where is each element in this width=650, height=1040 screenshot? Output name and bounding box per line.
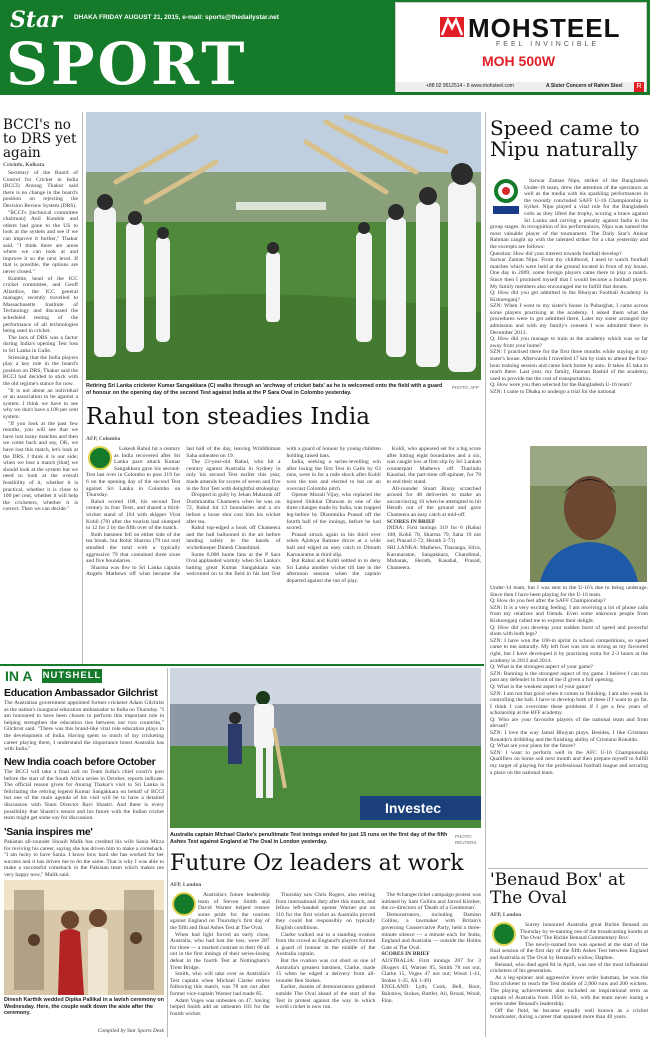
brand-sport: SPORT (6, 30, 248, 98)
column-divider (167, 668, 168, 1037)
nipu-qa: SZN: I want to perform well in the AFC U-16 Championship Qualifiers on home soil next month and then prepare myself to fulfill my target of playing for the professional football league and securing a place on the national team. (490, 749, 648, 776)
oz-paragraph: Adam Voges was unbeaten on 47, having helped Smith add an unbeaten 103 for the fourth wicket. (170, 997, 270, 1017)
nutshell-item-title: New India coach before October (4, 756, 156, 768)
rahul-headline: Rahul ton steadies India (86, 404, 370, 430)
wedding-caption: Dinesh Karthik wedded Dipika Pallikal in a lavish ceremony on Wednesday. Here, the couple walk down the aisle after the ceremony. (4, 997, 164, 1016)
nipu-qa: SZN: It is a very exciting feeling. I am receiving a lot of phone calls from my relatives and friends. Even some unknown people from Kishoreganj called me to express their delight. (490, 604, 648, 624)
clarke-photo-art (170, 668, 481, 828)
nipu-qa: Sarwar Zaman Nipu: From my childhood, I used to watch football matches which were held at the ground located in front of my house. One day in 2009, some foreign players came there to play a match. Since then I promised myself that I would become a football player. My family members also encouraged me to fulfill that dream. (490, 257, 648, 290)
rahul-paragraph: India, seeking a series-levelling win after losing the first Test in Galle by 63 runs, were in for a rude shock after Kohli won the toss and elected to bat on an overcast Colombo pitch. (286, 459, 381, 492)
rahul-paragraph: Sharma was lbw to Sri Lanka captain Angelo Mathews off what became the last ball of the day, leaving Wriddhiman Saha unbeaten on 19. (86, 446, 281, 578)
benaud-headline: 'Benaud Box' at The Oval (490, 870, 625, 908)
advert-tagline: FEEL INVINCIBLE (496, 41, 600, 48)
nipu-qa: SZN: I am not that good when it comes to finishing. I am also weak in controlling the ball. I have to develop both of these if I want to go far. I think I can overcome these problems if I get a few years of scholarship at the BFF academy. (490, 690, 648, 717)
advert-model: MOH 500W (482, 53, 556, 69)
benaud-body (490, 922, 648, 1038)
nipu-body-bottom (490, 585, 648, 865)
nipu-headline: Speed came to Nipu naturally (490, 116, 640, 161)
sangakkara-caption: Retiring Sri Lanka cricketer Kumar Sangakkara (C) walks through an 'archway of cricket bats' as he is welcomed onto the field with a guard of honour on the opening day of the second Test against India at the P Sara Oval in Colombo yesterday. (86, 383, 443, 396)
rahul-paragraph: Both batsmen fell on either side of the tea break, but Rohit Sharma (79 not out) steadied the total with a typically aggressive 79 that contained three sixes and five boundaries. (86, 531, 181, 565)
nipu-qa: SZN: I love the way Jamal Bhuyan plays. Besides, I like Cristiano Ronaldo's dribbling and the finishing ability of Cristiano Ronaldo. (490, 730, 648, 743)
rahul-paragraph: All-rounder Stuart Binny scratched around for 48 deliveries to make an unconvincing 10 when he attempted to hit Herath out of the ground and gave Chameera an easy catch at mid-off. (386, 485, 481, 518)
rahul-paragraph: But Rahul and Kohli settled in to deny Sri Lanka another wicket till late in the afternoon session when the captain departed against the run of play. (286, 558, 381, 584)
nipu-qa: Q: How do you feel after the SAFF Championship? (490, 598, 606, 605)
rahul-paragraph: Opener Murali Vijay, who replaced the injured Shikhar Dhawan in one of the three changes made by India, was trapped leg-before by Dhammika Prasad off the fourth ball of the innings, before he had scored. (286, 492, 381, 532)
icon-spacer (86, 446, 114, 472)
rahul-paragraph: Rahul scored 108, his second Test century in four Tests, and shared a third-wicket stand of 164 with skipper Virat Kohli (78) after the tourists had slumped to 12 for 2 by the fifth over of the match. (86, 498, 181, 532)
nutshell-item-title: Education Ambassador Gilchrist (4, 687, 158, 699)
mohsteel-logo-icon (440, 17, 464, 37)
advert-mark: R (634, 82, 644, 92)
nipu-qa: Q: What is the weakest aspect of your game? (490, 683, 591, 690)
bcci-byline: Cricinfo, Kolkata (3, 162, 45, 168)
oz-scores-line: AUSTRALIA: First innings 287 for 3 (Rogers 43, Warner 85, Smith 78 not out, Clarke 15, Voges 47 not out; Wood 1-41, Stokes 1-35, Ali 1-49) (381, 957, 481, 984)
bcci-paragraph: "If you look at the past few months, you will see that we have lost many matches and then we come back and say, OK, we have lost this match, let's look at the DRS. I think it is our side; when we lose a match [that] we should look at the system but we need to look at the overall feasibility of it, whether it is practical, whether it is close to 100 per cent, whether it will help the cricketers, whether it is correct. Then we can decide." (3, 420, 78, 513)
nipu-qa: SZN: When I went to my sister's house in Pubarghat, I came across some players practising at the academy. I asked them what the procedures were to get admitted there. Later my sister arranged my admission and with my family's consent I was admitted there in December 2013. (490, 303, 648, 336)
oz-paragraph: Demonstrators, including Damien Collins, a lawmaker with Britain's governing Conservative Party, held a three-minute silence — a minute each for India, England and Australia — outside the Hobbs Gate at The Oval. (381, 911, 481, 951)
nipu-qa: Q: How did you develop your sudden burst of speed and powerful shots with both legs? (490, 624, 648, 638)
nutshell-item-body: The Australian government appointed former cricketer Adam Gilchrist as the nation's inaugural education ambassador to India on Thursday. "I am honoured to have been chosen to perform this important role in helping strengthen the education ties between our two countries," Gilchrist said. "There was this brand-like vital role education plays in the development of India. Having spent so much of my cricketing career playing there, I understand the importance boost Australia has with India." (4, 700, 164, 753)
rahul-paragraph: The 23-year-old Rahul, who hit a century against Australia in Sydney in only his second Test earlier this year, made amends for scores of seven and five in the first Test with delightful strokeplay. (186, 459, 281, 492)
brand-star: Star (10, 7, 62, 33)
oz-paragraph: Thursday saw Chris Rogers, also retiring from international duty after this match, and fellow left-handed opener Warner put on 110 for the first wicket as Australia proved they could bat responsibly on typically English conditions. (275, 892, 376, 931)
nipu-qa: SZN: I practised there for the first three months while staying at my sister's house. Afterwards I travelled 17 km by train to attend the four-hour training session and came back home by auto. It takes 45 taka to reach there. Last year, my family, Hannan Rashid of the academy, used to provide me the cost of transportation. (490, 349, 648, 382)
nutshell-item-body: The BCCI will take a final call on Team India's chief coach's post before the start of the South Africa series in October, reports indicate. The official reason given for Anurag Thakur's visit to Sri Lanka is felicitating the retiring legend Kumar Sangakkara on behalf of BCCI but one of the main agenda of his visit will be to have a detailed discussion with Team Director Ravi Shastri. And there is every possibility that Shastri's tenure and his future with the Indian cricket team might get some say for discussion. (4, 769, 164, 822)
oz-paragraph: When bad light forced an early close, Australia, who had lost the toss, were 287 for three — a marked contrast to their 60 all out in the first innings of their series-losing defeat in the fourth Test at Nottingham's Trent Bridge. (170, 931, 270, 971)
oz-headline: Future Oz leaders at work (170, 851, 464, 876)
nutshell-top-rule (0, 664, 484, 666)
karthik-wedding-photo (4, 880, 164, 995)
nutshell-item-body: Pakistan all-rounder Shoaib Malik has credited his wife Sania Mirza for reviving his career, saying she has driven him to make a comeback. "I am lucky to have Sania. I know how hard she has worked for her success and it has driven me to do the same. That is why I was able to make a successful comeback in the Pakistan team which makes me very happy now," Malik said. (4, 839, 164, 878)
advert-phone: +88 02 9512514 - 6 www.mohsteel.com (426, 83, 514, 89)
clarke-photo (170, 668, 481, 828)
rahul-paragraph: Kohli, who appeared set for a big score after hitting eight boundaries and a six, was caught low at first slip by Sri Lankan counterpart Mathews off Tharindu Kaushal, the part-time off-spinner, for 78 to end their stand. (386, 446, 481, 485)
bcci-paragraph: "BCCI's [technical committee chairman] Anil Kumble and others had gone to the US to look at the system and see if we can improve it further," Thakur said. "I think there are areas where we can look at and improve it so the next level. If that is possible, the options are never closed." (3, 209, 78, 275)
clarke-caption: Australia captain Michael Clarke's penultimate Test innings ended for just 15 runs on the first day of the fifth Ashes Test against England at The Oval in London yesterday. (170, 832, 448, 845)
nipu-qa: Q: How were you then selected for the Bangladesh U-16 team? (490, 382, 632, 389)
rahul-byline: AFP, Colombo (86, 436, 121, 442)
oz-body (170, 892, 481, 1037)
dateline: DHAKA FRIDAY AUGUST 21, 2015, e-mail: sports@thedailystar.net (74, 14, 279, 21)
nipu-qa: Q: What are your plans for the future? (490, 743, 576, 750)
rahul-paragraph: Some 6,000 home fans at the P Sara Oval applauded warmly when Sri Lanka's batting great Kumar Sangakkara was welcomed on to the field in his last Test with a guard of honour by young children holding raised bats. (186, 446, 381, 578)
nipu-qa: Q: How did you manage to train at the academy which was so far away from your home? (490, 336, 648, 349)
rahul-paragraph: Dropped in gully by Jehan Mubarak off Dushmantha Chameera when he was on 72, Rahul hit 13 boundaries and a six before a loose shot cost him his wicket after tea. (186, 492, 281, 525)
oz-paragraph: But the ovation was cut short as one of Australia's greatest batsmen, Clarke, made 15 when he edged a delivery from all-rounder Ben Stokes. (275, 957, 376, 984)
benaud-paragraph: As a leg-spinner and aggressive lower order batsman, he was the first cricketer to reach the Test double of 2,000 runs and 200 wickets. The playing achievements also included an inspirational term as captain of Australia from 1958 to 64, with the team never losing a series under Benaud's leadership. (490, 974, 648, 1008)
benaud-paragraph: Surrey honoured Australia great Richie Benaud on Thursday by re-naming one of the broadcasting booths at The Oval 'The Richie Benaud Commentary Box'. (520, 922, 648, 942)
mohsteel-advert[interactable] (395, 2, 647, 92)
advert-concern: A Sister Concern of Rahim Steel (546, 83, 623, 89)
nutshell-compiled: Compiled by Star Sports Desk (97, 1028, 164, 1034)
nipu-qa: SZN: I have won the 100-m sprint in school competitions, so speed came to me naturally. My left foot was not as strong as my favoured right, but I have developed it by practising extra for 2-3 hours at the academy in 2013 and 2014. (490, 637, 648, 664)
column-divider (485, 112, 486, 1037)
nipu-photo (530, 446, 647, 582)
oz-byline: AFP, London (170, 882, 202, 888)
benaud-paragraph: Benaud, who died aged 84 in April, was one of the most influential cricketers of his generation. (490, 961, 648, 975)
oz-paragraph: Smith, who will take over as Australia's Test captain when Michael Clarke retires following this match, was 78 not out after former vice-captain Warner had made 85. (170, 971, 270, 997)
oz-scores-line: ENGLAND: Lyth, Cook, Bell, Root, Bairstow, Stokes, Buttler, Ali, Broad, Wood, Finn. (381, 984, 481, 1004)
icon-spacer (490, 178, 524, 218)
rahul-body (86, 446, 481, 658)
sangakkara-credit: PHOTO: AFP (452, 385, 479, 390)
nipu-body-top (490, 178, 648, 445)
nipu-qa: Under-14 team, but I was sent to the U-16's due to being underage. Since then I have been playing for the U-16 team. (490, 585, 648, 598)
rahul-paragraph: Rahul top-edged a hook off Chameera and the ball ballooned in the air before landing safely in the hands of wicketkeeper Dinesh Chandimal. (186, 525, 281, 551)
rahul-scores-line: SRI LANKA: Mathews, Tharanga, Silva, Karunaratne, Sangakkara, Chandimal, Mubarak, Herath, Kaushal, Prasad, Chameera. (386, 544, 481, 571)
column-divider (82, 112, 83, 664)
bcci-paragraph: Stressing that the India players play a key role in the board's position on DRS, Thakur said the BCCI had decided to stick with the old regime's stance for now. (3, 354, 78, 387)
rahul-scores-line: INDIA: First innings 319 for 6 (Rahul 108, Kohli 78, Sharma 79, Saha 19 not out; Prasad 2-72, Herath 2-73) (386, 525, 481, 545)
bcci-paragraph: The lack of DRS was a factor during India's opening Test loss to Sri Lanka in Galle. (3, 334, 78, 355)
section-divider (488, 868, 648, 869)
wedding-photo-art (4, 880, 164, 995)
nipu-qa: Question: How did your interest towards football develop? (490, 250, 622, 257)
bcci-body (3, 170, 78, 660)
benaud-paragraph: The newly-named box was opened at the start of the final session of the first day of the fifth Ashes Test between England and Australia at The Oval by Benaud's widow, Daphne. (490, 941, 648, 961)
oz-paragraph: Clarke walked out to a standing ovation from the crowd as England's players formed a guard of honour in the middle of the Australia captain. (275, 931, 376, 958)
nipu-qa: Q: How did you get admitted to the Bhuiyan Football Academy in Kishoreganj? (490, 290, 648, 303)
sangakkara-photo (86, 112, 481, 380)
sangakkara-photo-art (86, 112, 481, 380)
clarke-credit: PHOTO: REUTERS (455, 834, 477, 845)
bcci-headline: BCCI's no to DRS yet again (3, 117, 77, 162)
advert-brand: MOHSTEEL (468, 13, 621, 43)
oz-paragraph: Australia's future leadership team of Steven Smith and David Warner helped restore some pride for the tourists against England on Thursday's first day of the fifth and final Ashes Test at The Oval. (170, 892, 270, 931)
icon-spacer (170, 892, 198, 918)
nipu-qa: SZN: Running is the strongest aspect of my game. I believe I can run past any defender in front of me if given a full opening. (490, 670, 648, 684)
nipu-intro: Sarwar Zaman Nipu, striker of the Bangladesh Under-16 team, drew the attention of the spectators as well as the media with his sparkling performances in the recently concluded SAFF U-16 Championship in Sylhet. Nipu played a vital role for the Bangladesh colts as they lifted the trophy, scoring a brace against Sri Lanka and carving a penalty against India in the group stages. In recognition of his performances, Nipu was named the most valuable player of the tournament. The Daily Star's Anisur Rahman caught up with the talented striker for a chat yesterday and the excerpts are follows: (490, 178, 648, 250)
nutshell-label-b: NUTSHELL (42, 670, 102, 681)
oz-paragraph: The #changecricket campaign protest was initiated by Sam Collins and Jarrod Kimber, the co-directors of 'Death of a Gentleman'. (381, 892, 481, 912)
bcci-paragraph: Kumble, head of the ICC cricket committee, and Geoff Allardice, the ICC general manager, recently travelled to Massachusetts Institute of Technology and discussed the scheduled testing of the performance of all technologies being used in cricket. (3, 275, 78, 335)
nutshell-item-title: 'Sania inspires me' (4, 826, 93, 838)
investec-board-text: Investec (385, 800, 442, 816)
oz-scores-title: SCORES IN BRIEF (381, 951, 430, 958)
nipu-qa: Q: Who are your favourite players of the national team and from abroad? (490, 716, 648, 730)
icon-spacer (490, 922, 520, 948)
benaud-paragraph: Off the field, he became equally well known as a cricket broadcaster, during a career that spanned more than 40 years. (490, 1007, 648, 1021)
nipu-photo-art (530, 446, 647, 582)
bcci-paragraph: Secretary of the Board of Control for Cricket in India (BCCI) Anurag Thakur said there is no change in the board's position on rejecting the Decision Review System (DRS). (3, 170, 78, 209)
nutshell-label-a: IN A (5, 668, 33, 684)
rahul-scores-title: SCORES IN BRIEF (386, 518, 436, 525)
bcci-paragraph: "It is not about an individual or an association to be against a system. I think we have to see why we don't have a 100 per cent system. (3, 387, 78, 420)
rahul-paragraph: Lokesh Rahul hit a century as India recovered after Sri Lanka pace attack Kumar Sangakkara gave his second-Test last over in Colombo to post 319 for 6 on the opening day of the second Test against Sri Lanka in Colombo on Thursday. (86, 446, 181, 499)
nipu-qa: Q: What is the strongest aspect of your game? (490, 664, 594, 671)
oz-paragraph: Earlier, dozens of demonstrators gathered outside The Oval ahead of the start of the Test in protest against the way in which world cricket is now run. (275, 984, 376, 1011)
nipu-qa: SZN: I came to Dhaka to undergo a trial for the national (490, 389, 616, 395)
benaud-byline: AFP, London (490, 912, 522, 918)
rahul-paragraph: Prasad struck again in his third over when Ajinkya Rahane drove at a wide ball and edged an easy catch to Dimuth Karunaratne at third slip. (286, 531, 381, 558)
